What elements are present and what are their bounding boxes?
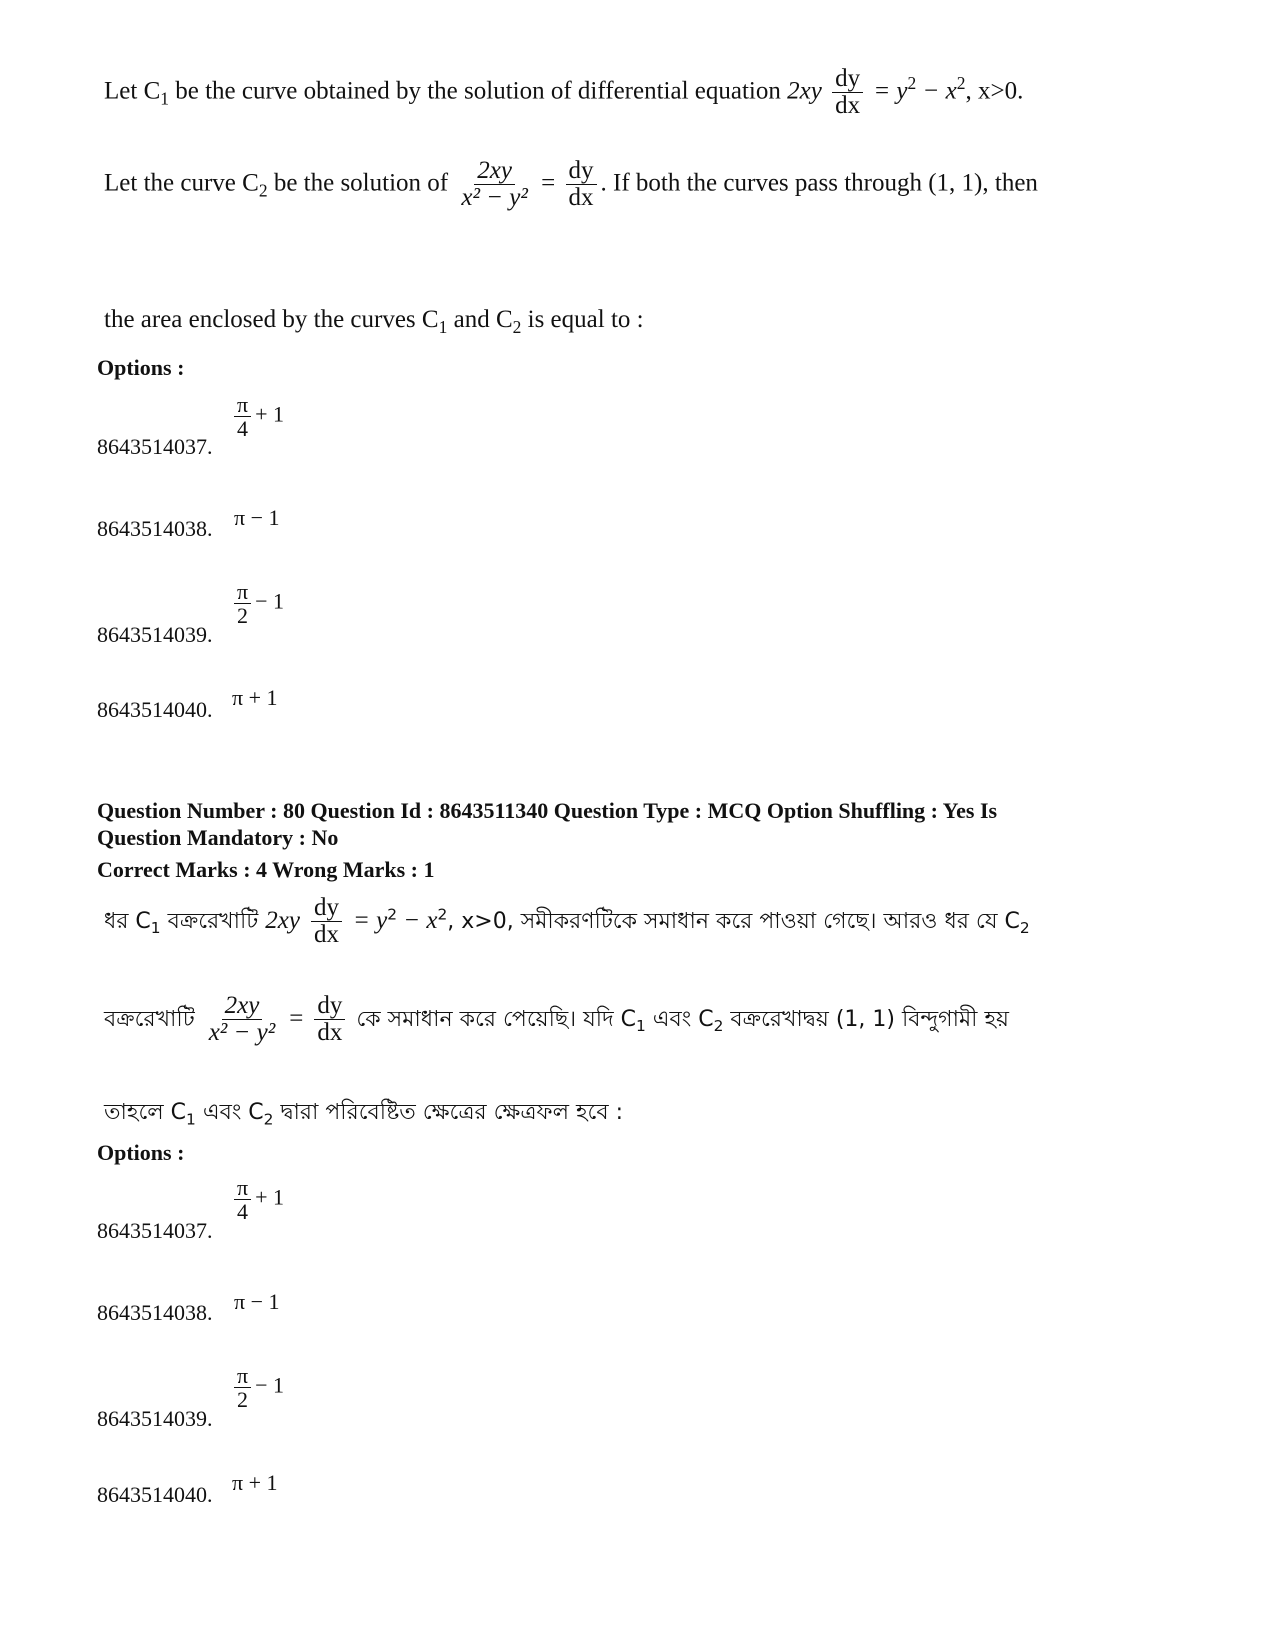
option-value: π + 1 [232, 685, 278, 710]
dy-dx-fraction: $\frac{dy}{dx}$ [566, 158, 597, 212]
option-id: 8643514040. [97, 697, 213, 722]
options-label: Options : [97, 355, 185, 380]
two-xy-fraction: $\frac{2xy}{\text{x² − y²}}$ [208, 992, 276, 1047]
option-value: $\frac{\pi}{2}$ − 1 [230, 580, 284, 627]
option-id: 8643514038. [97, 1300, 213, 1325]
en-question-line-2: Let the curve $C_2$ be the solution of $\frac{2xy}{\text{x² − y²}}$ = $\frac{dy}{dx}$ . If both the curves pass through (1, 1), then [104, 157, 1038, 212]
question-meta-line-2: Question Mandatory : No [97, 825, 339, 850]
option-id: 8643514039. [97, 622, 213, 647]
option-value: $\frac{\pi}{2}$ − 1 [230, 1364, 284, 1411]
options-label: Options : [97, 1140, 185, 1165]
option-id: 8643514038. [97, 516, 213, 541]
dy-dx-fraction: $\frac{dy}{dx}$ [832, 66, 863, 120]
option-id: 8643514039. [97, 1406, 213, 1431]
option-value: $\frac{\pi}{4}$ + 1 [230, 393, 284, 440]
option-id: 8643514040. [97, 1482, 213, 1507]
en-question-line-1: Let $C_1$ be the curve obtained by the solution of differential equation 2xy $\frac{dy}{dx}$ = $y^2 - x^2$, x>0. [104, 65, 1024, 120]
bn-question-line-1: ধর $C_1$ বক্ররেখাটি 2xy $\frac{dy}{dx}$ = $y^2 - x^2$, x>0, সমীকরণটিকে সমাধান করে পাওয়া গেছে। আরও ধর যে $C_2$ [104, 894, 1030, 949]
bn-question-line-3: তাহলে $C_1$ এবং $C_2$ দ্বারা পরিবেষ্টিত ক্ষেত্রের ক্ষেত্রফল হবে : [104, 1100, 624, 1129]
bn-question-line-2: বক্ররেখাটি $\frac{2xy}{\text{x² − y²}}$ = $\frac{dy}{dx}$ কে সমাধান করে পেয়েছি। যদি $C_1$ এবং $C_2$ বক্ররেখাদ্বয় (1, 1) বিন্দুগামী হয় [104, 992, 1009, 1047]
dy-dx-fraction: $\frac{dy}{dx}$ [311, 895, 342, 949]
question-meta-line-3: Correct Marks : 4 Wrong Marks : 1 [97, 857, 435, 882]
option-value: π − 1 [234, 1289, 280, 1314]
option-id: 8643514037. [97, 434, 213, 459]
two-xy-fraction: $\frac{2xy}{\text{x² − y²}}$ [461, 157, 528, 212]
en-question-line-3: the area enclosed by the curves $C_1$ and $C_2$ is equal to : [104, 306, 644, 338]
option-value: π − 1 [234, 505, 280, 530]
question-meta-line-1: Question Number : 80 Question Id : 8643511340 Question Type : MCQ Option Shuffling : Yes Is [97, 798, 998, 823]
option-value: π + 1 [232, 1470, 278, 1495]
option-id: 8643514037. [97, 1218, 213, 1243]
dy-dx-fraction: $\frac{dy}{dx}$ [314, 993, 345, 1047]
option-value: $\frac{\pi}{4}$ + 1 [230, 1176, 284, 1223]
